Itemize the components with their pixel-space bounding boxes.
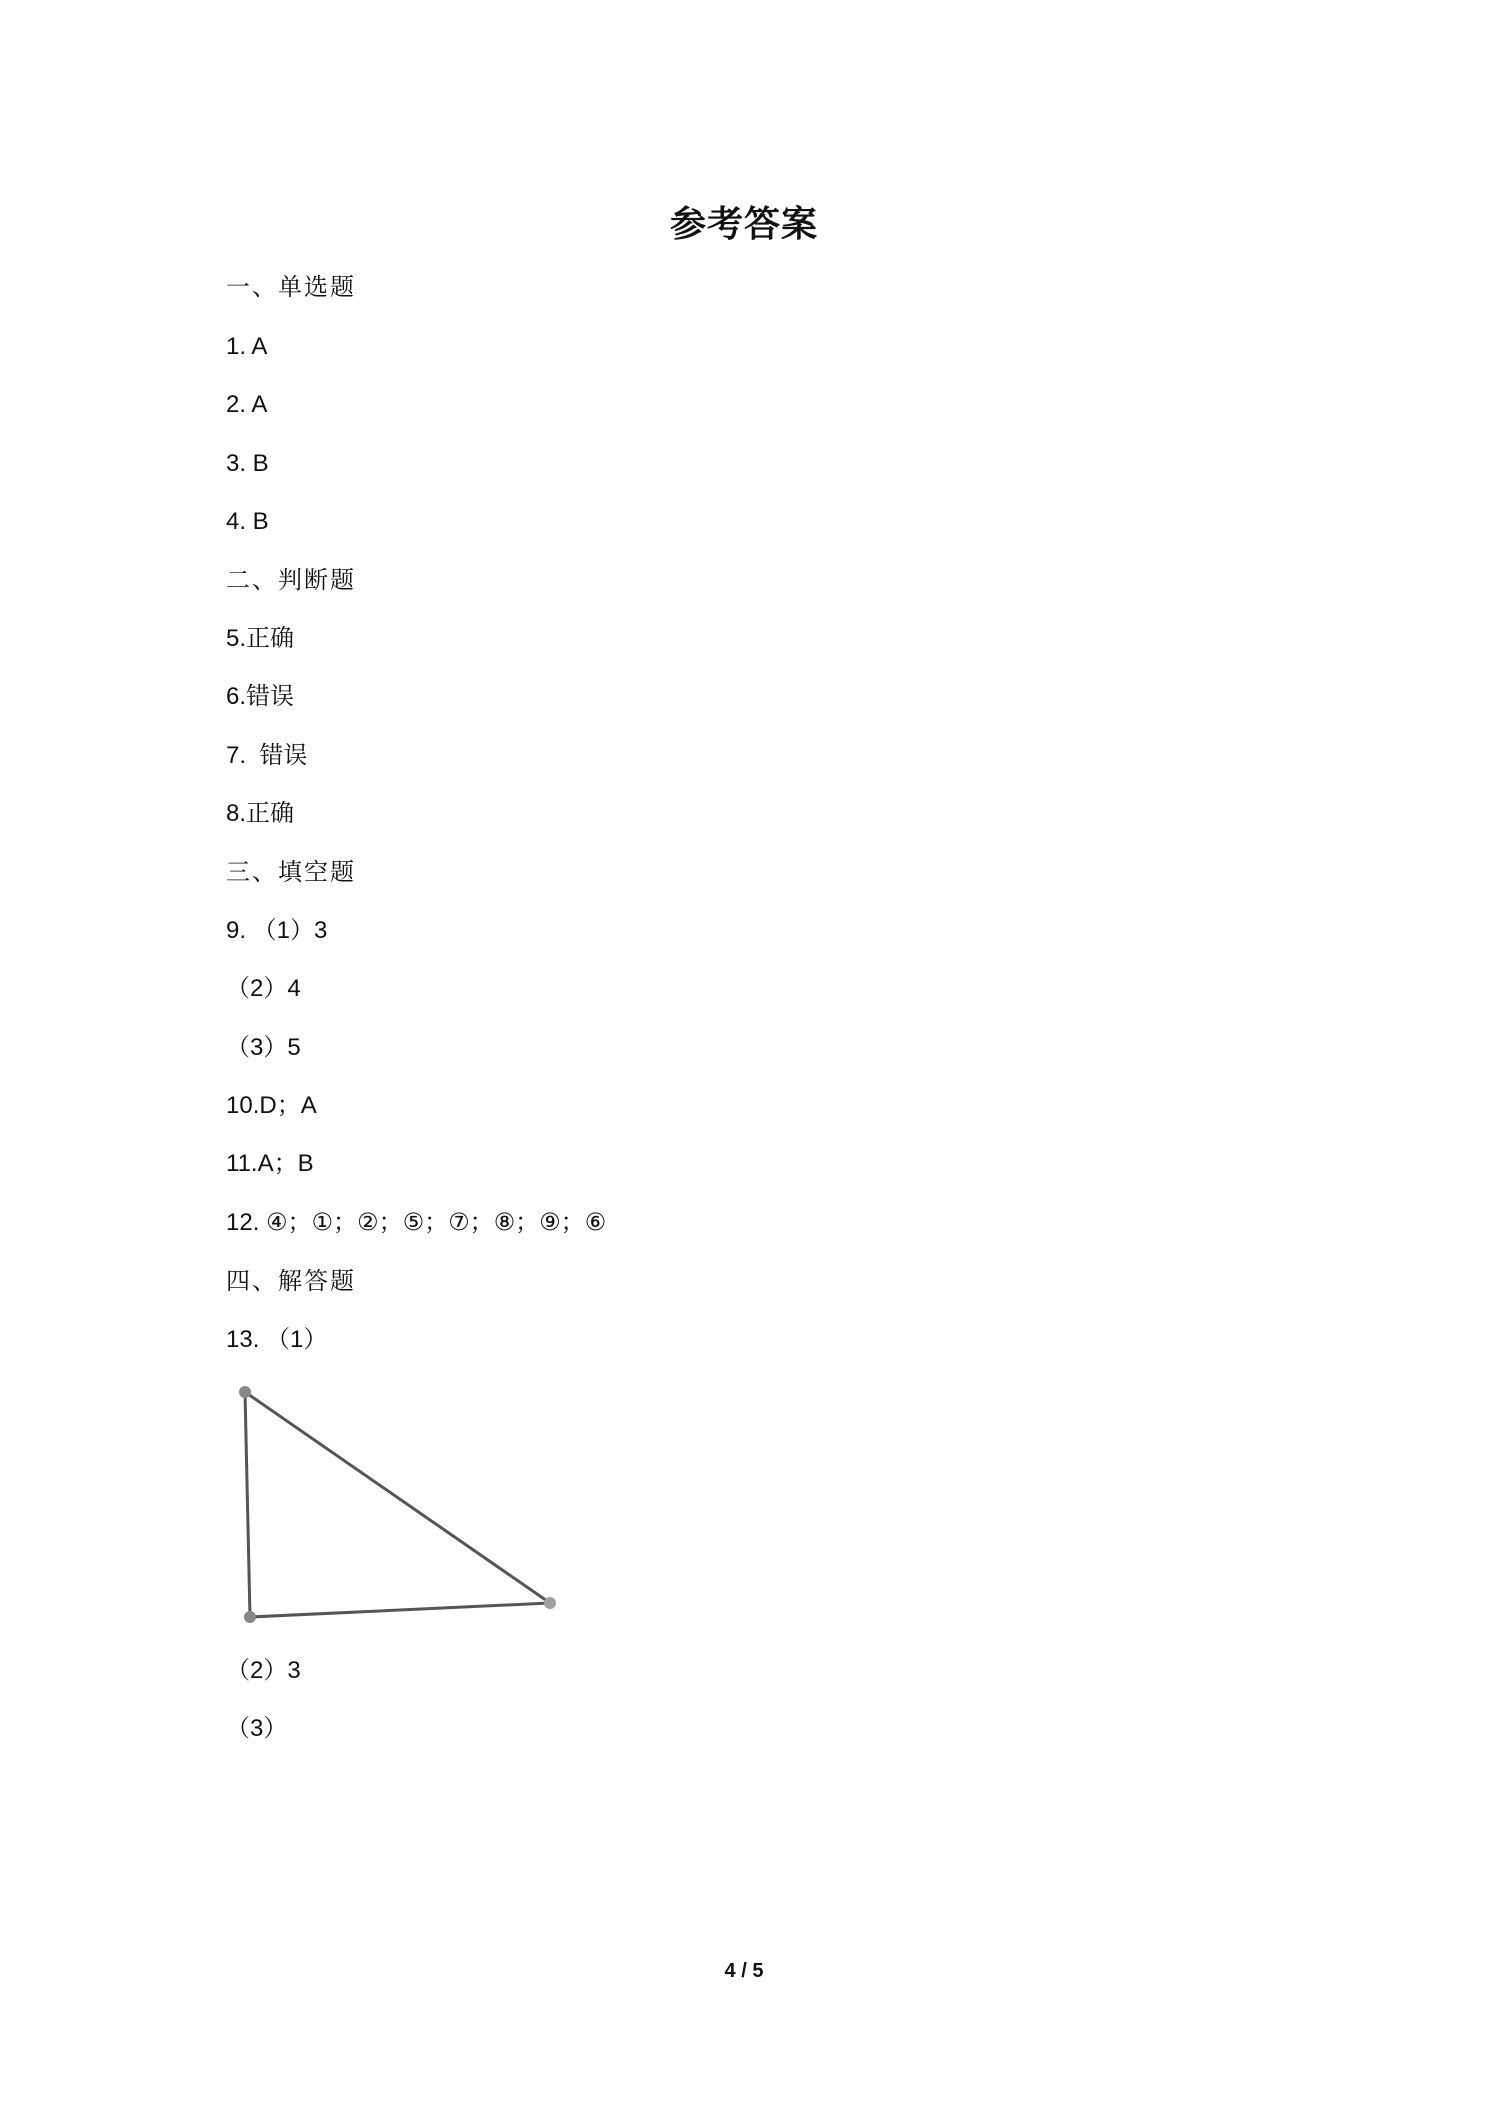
answer-9-part-2: （2）4 [226,975,301,1002]
triangle-vertex-right [544,1597,556,1609]
section-heading-single-choice: 一、单选题 [226,273,356,301]
answer-8: 8.正确 [226,800,295,827]
section-heading-true-false: 二、判断题 [226,566,356,594]
answer-11: 11.A；B [226,1150,314,1177]
answer-3: 3. B [226,450,269,477]
answer-4: 4. B [226,508,269,535]
triangle-shape [245,1392,550,1617]
answer-9-part-1: 9. （1）3 [226,917,328,944]
answer-13-part-3: （3） [226,1715,288,1742]
section-heading-solution: 四、解答题 [226,1267,356,1295]
answer-5: 5.正确 [226,625,295,652]
answer-12: 12. ④；①；②；⑤；⑦；⑧；⑨；⑥ [226,1209,607,1236]
page-title: 参考答案 [669,204,818,245]
section-heading-fill-in: 三、填空题 [226,858,356,886]
triangle-figure [230,1382,570,1632]
page-number: 4 / 5 [724,1960,764,1982]
answer-1: 1. A [226,333,268,360]
triangle-vertex-top [239,1386,251,1398]
answer-9-part-3: （3）5 [226,1034,301,1061]
answer-6: 6.错误 [226,683,295,710]
triangle-vertex-bottom-left [244,1611,256,1623]
answer-13-part-2: （2）3 [226,1657,301,1684]
answer-13-part-1: 13. （1） [226,1326,328,1353]
answer-10: 10.D；A [226,1092,317,1119]
answer-2: 2. A [226,391,268,418]
answer-7: 7. 错误 [226,742,308,769]
